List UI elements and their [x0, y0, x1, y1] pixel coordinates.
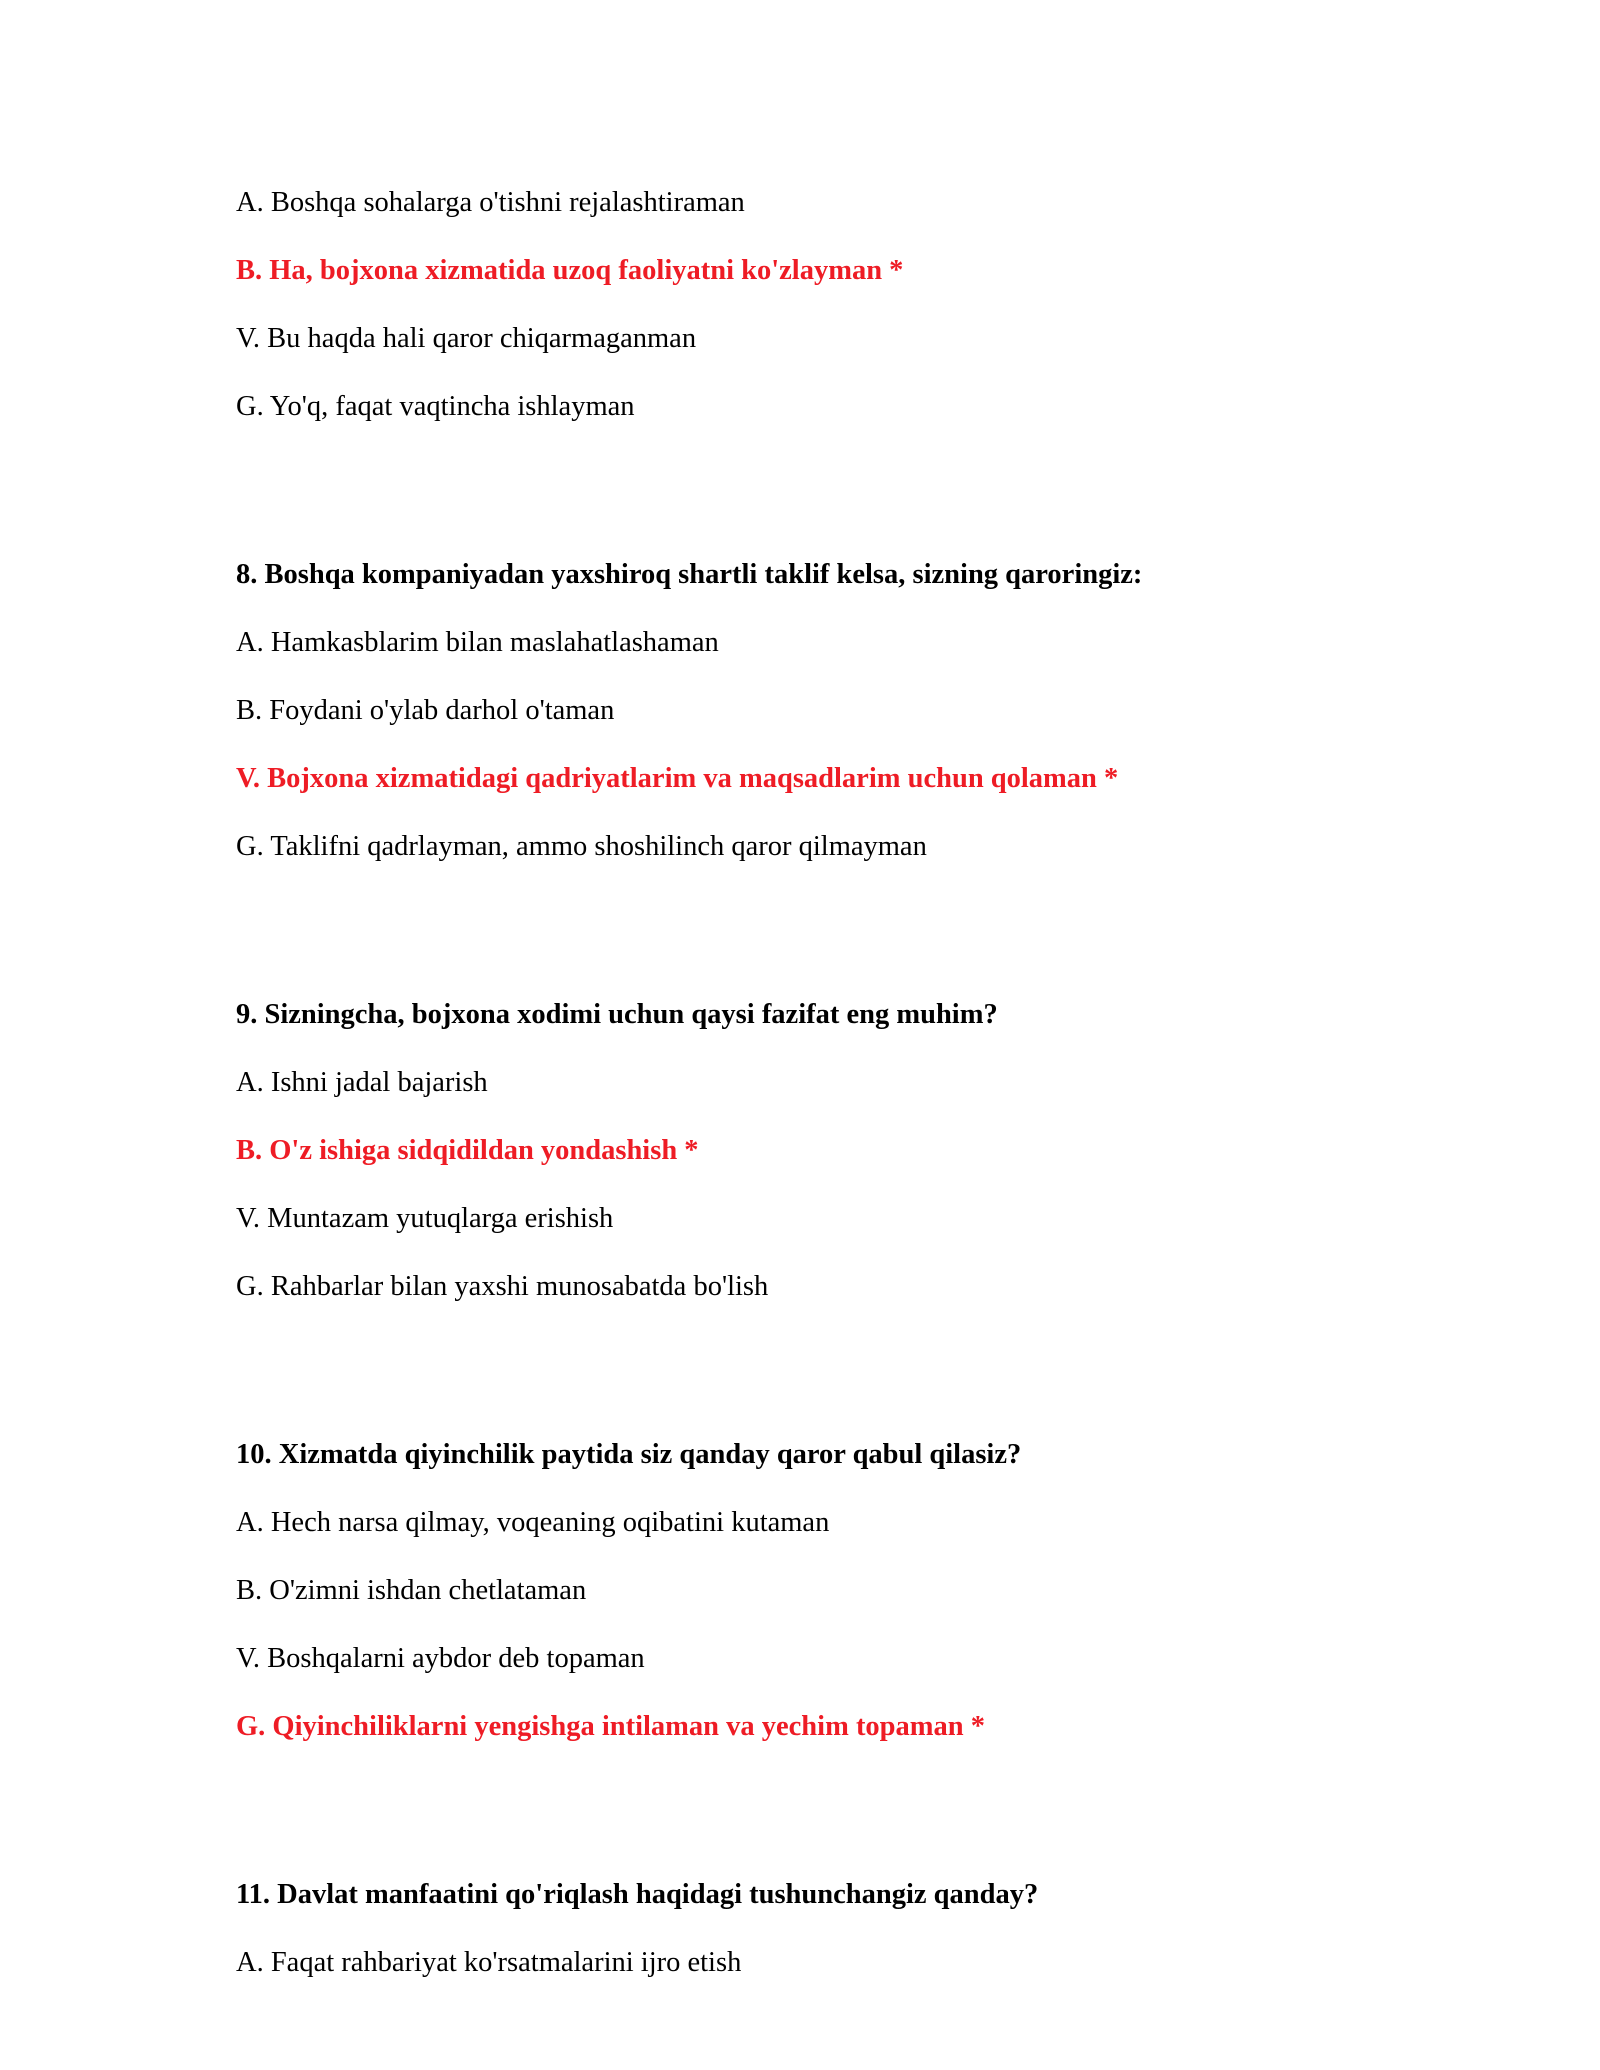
spacer	[236, 898, 1416, 998]
question-title: 11. Davlat manfaatini qo'riqlash haqidagi tushunchangiz qanday?	[236, 1879, 1039, 1910]
option-v-correct: V. Bojxona xizmatidagi qadriyatlarim va maqsadlarim uchun qolaman *	[236, 763, 1119, 794]
question-title: 8. Boshqa kompaniyadan yaxshiroq shartli taklif kelsa, sizning qaroringiz:	[236, 559, 1143, 590]
option-g-correct: G. Qiyinchiliklarni yengishga intilaman va yechim topaman *	[236, 1711, 986, 1742]
option-g: G. Taklifni qadrlayman, ammo shoshilinch qaror qilmayman	[236, 831, 927, 862]
question-9	[236, 998, 1416, 1304]
option-v: V. Boshqalarni aybdor deb topaman	[236, 1643, 645, 1674]
option-a: A. Faqat rahbariyat ko'rsatmalarini ijro etish	[236, 1947, 742, 1978]
option-g: G. Yo'q, faqat vaqtincha ishlayman	[236, 391, 635, 422]
option-v: V. Muntazam yutuqlarga erishish	[236, 1203, 614, 1234]
question-7-options	[236, 186, 1416, 424]
option-a: A. Hamkasblarim bilan maslahatlashaman	[236, 627, 719, 658]
question-title: 9. Sizningcha, bojxona xodimi uchun qaysi fazifat eng muhim?	[236, 999, 998, 1030]
question-8	[236, 558, 1416, 864]
question-title: 10. Xizmatda qiyinchilik paytida siz qanday qaror qabul qilasiz?	[236, 1439, 1022, 1470]
option-a: A. Ishni jadal bajarish	[236, 1067, 488, 1098]
option-v: V. Bu haqda hali qaror chiqarmaganman	[236, 323, 697, 354]
option-b-correct: B. Ha, bojxona xizmatida uzoq faoliyatni ko'zlayman *	[236, 255, 904, 286]
spacer	[236, 458, 1416, 558]
option-b: B. O'zimni ishdan chetlataman	[236, 1575, 587, 1606]
option-b-correct: B. O'z ishiga sidqidildan yondashish *	[236, 1135, 699, 1166]
option-a: A. Boshqa sohalarga o'tishni rejalashtiraman	[236, 187, 745, 218]
option-g: G. Rahbarlar bilan yaxshi munosabatda bo'lish	[236, 1271, 769, 1302]
option-a: A. Hech narsa qilmay, voqeaning oqibatini kutaman	[236, 1507, 830, 1538]
question-10	[236, 1438, 1416, 1744]
document-page	[236, 186, 1416, 2014]
spacer	[236, 1338, 1416, 1438]
question-11	[236, 1878, 1416, 1980]
spacer	[236, 1778, 1416, 1878]
option-b: B. Foydani o'ylab darhol o'taman	[236, 695, 615, 726]
